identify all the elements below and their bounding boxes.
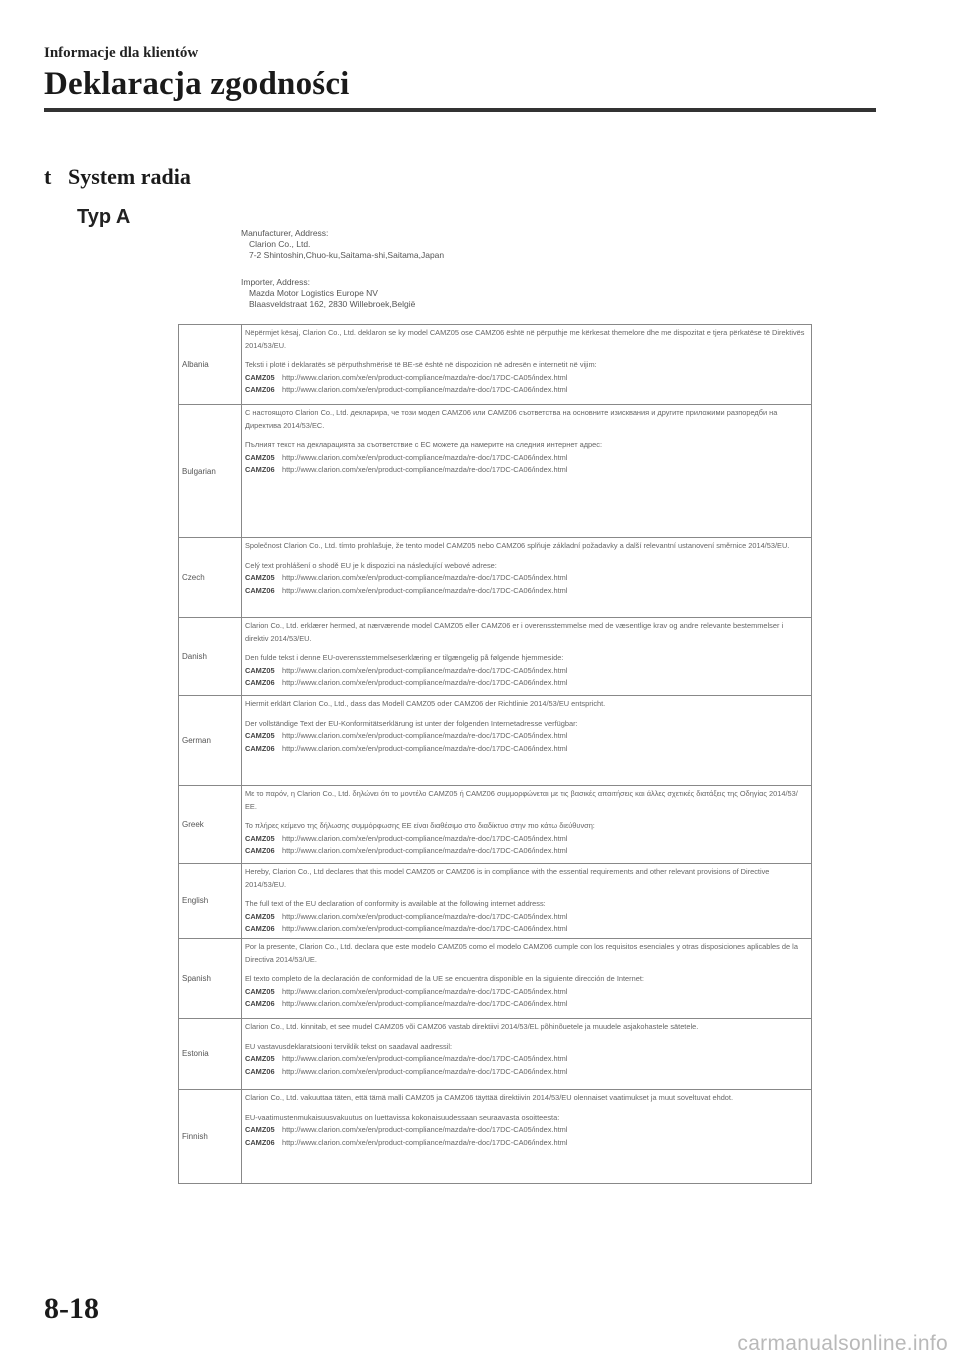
- compliance-url: http://www.clarion.com/xe/en/product-compliance/mazda/re-doc/17DC-CA06/index.html: [281, 846, 568, 856]
- language-cell: Czech: [179, 538, 242, 618]
- compliance-url: http://www.clarion.com/xe/en/product-compliance/mazda/re-doc/17DC-CA05/index.html: [281, 372, 568, 382]
- language-cell: Albania: [179, 325, 242, 405]
- paragraph-gap: [245, 1034, 808, 1041]
- compliance-url: http://www.clarion.com/xe/en/product-compliance/mazda/re-doc/17DC-CA06/index.html: [281, 743, 568, 753]
- compliance-url: http://www.clarion.com/xe/en/product-compliance/mazda/re-doc/17DC-CA06/index.html: [281, 678, 568, 688]
- declaration-link-row: [245, 572, 808, 585]
- declaration-intro: EU vastavusdeklaratsiooni terviklik tekst on saadaval aadressil:: [245, 1041, 453, 1051]
- declaration-text-cell: [242, 696, 812, 786]
- declaration-statement: Nëpërmjet kësaj, Clarion Co., Ltd. deklaron se ky model CAMZ05 ose CAMZ06 është në përputhje me kërkesat themelore dhe me dispozitat e tjera përkatëse të Direktivës 2014/53/EU.: [245, 328, 805, 350]
- model-code: CAMZ06: [245, 846, 275, 856]
- declaration-row: [179, 325, 812, 405]
- declaration-link-row: [245, 1137, 808, 1150]
- declaration-text-cell: [242, 325, 812, 405]
- model-code: CAMZ05: [245, 372, 275, 382]
- importer-block: [241, 277, 415, 310]
- model-code: CAMZ06: [245, 465, 275, 475]
- declaration-row: [179, 938, 812, 1018]
- model-code: CAMZ05: [245, 911, 275, 921]
- declaration-link-row: [245, 452, 808, 465]
- declaration-link-row: [245, 923, 808, 936]
- declaration-intro: Celý text prohlášení o shodě EU je k dispozici na následující webové adrese:: [245, 560, 497, 570]
- paragraph-gap: [245, 966, 808, 973]
- compliance-url: http://www.clarion.com/xe/en/product-compliance/mazda/re-doc/17DC-CA06/index.html: [281, 465, 568, 475]
- compliance-url: http://www.clarion.com/xe/en/product-compliance/mazda/re-doc/17DC-CA05/index.html: [281, 573, 568, 583]
- paragraph-gap: [245, 352, 808, 359]
- declaration-statement: Hiermit erklärt Clarion Co., Ltd., dass das Modell CAMZ05 oder CAMZ06 der Richtlinie 2014/53/EU entspricht.: [245, 699, 606, 708]
- compliance-url: http://www.clarion.com/xe/en/product-compliance/mazda/re-doc/17DC-CA05/index.html: [281, 986, 568, 996]
- model-code: CAMZ06: [245, 743, 275, 753]
- paragraph-gap: [245, 891, 808, 898]
- importer-name: Mazda Motor Logistics Europe NV: [249, 288, 378, 298]
- compliance-url: http://www.clarion.com/xe/en/product-compliance/mazda/re-doc/17DC-CA06/index.html: [281, 385, 568, 395]
- compliance-url: http://www.clarion.com/xe/en/product-compliance/mazda/re-doc/17DC-CA06/index.html: [281, 924, 568, 934]
- model-code: CAMZ05: [245, 833, 275, 843]
- compliance-url: http://www.clarion.com/xe/en/product-compliance/mazda/re-doc/17DC-CA06/index.html: [281, 452, 568, 462]
- declaration-link-row: [245, 998, 808, 1011]
- chapter-label: Informacje dla klientów: [44, 45, 199, 61]
- declaration-link-row: [245, 730, 808, 743]
- variant-label: Typ A: [77, 206, 131, 228]
- manufacturer-block: [241, 228, 444, 261]
- declaration-link-row: [245, 986, 808, 999]
- declaration-text-cell: [242, 1089, 812, 1183]
- declaration-text-cell: [242, 938, 812, 1018]
- section-heading: [44, 164, 191, 190]
- model-code: CAMZ05: [245, 1125, 275, 1135]
- compliance-url: http://www.clarion.com/xe/en/product-compliance/mazda/re-doc/17DC-CA05/index.html: [281, 833, 568, 843]
- declaration-row: [179, 864, 812, 939]
- declaration-intro: Der vollständige Text der EU-Konformitätserklärung ist unter der folgenden Internetadresse verfügbar:: [245, 718, 578, 728]
- declaration-intro: Пълният текст на декларацията за съответствие с ЕС можете да намерите на следния интернет адрес:: [245, 440, 603, 450]
- watermark: carmanualsonline.info: [737, 1332, 948, 1355]
- declaration-link-row: [245, 585, 808, 598]
- compliance-url: http://www.clarion.com/xe/en/product-compliance/mazda/re-doc/17DC-CA05/index.html: [281, 1054, 568, 1064]
- model-code: CAMZ05: [245, 1054, 275, 1064]
- section-bullet-icon: t: [44, 164, 52, 189]
- declaration-statement: Společnost Clarion Co., Ltd. tímto prohlašuje, že tento model CAMZ05 nebo CAMZ06 splňuje základní požadavky a další relevantní ustanovení směrnice 2014/53/EU.: [245, 541, 790, 550]
- declaration-statement: Por la presente, Clarion Co., Ltd. declara que este modelo CAMZ05 como el modelo CAMZ06 cumple con los requisitos esenciales y otras disposiciones aplicables de la Directiva 2014/53/UE.: [245, 941, 798, 964]
- manufacturer-name: Clarion Co., Ltd.: [249, 239, 311, 249]
- compliance-url: http://www.clarion.com/xe/en/product-compliance/mazda/re-doc/17DC-CA05/index.html: [281, 665, 568, 675]
- language-cell: Spanish: [179, 938, 242, 1018]
- declaration-intro: The full text of the EU declaration of conformity is available at the following internet address:: [245, 899, 546, 909]
- model-code: CAMZ06: [245, 999, 275, 1009]
- header-divider: [44, 108, 876, 112]
- compliance-url: http://www.clarion.com/xe/en/product-compliance/mazda/re-doc/17DC-CA06/index.html: [281, 1137, 568, 1147]
- paragraph-gap: [245, 1105, 808, 1112]
- paragraph-gap: [245, 711, 808, 718]
- declaration-table: [178, 324, 812, 1184]
- declaration-row: [179, 786, 812, 864]
- declaration-intro: Το πλήρες κείμενο της δήλωσης συμμόρφωσης ΕΕ είναι διαθέσιμο στο διαδίκτυο στην πιο κάτω διεύθυνση:: [245, 821, 595, 831]
- declaration-text-cell: [242, 618, 812, 696]
- declaration-link-row: [245, 1066, 808, 1079]
- declaration-text-cell: [242, 405, 812, 538]
- declaration-intro: Teksti i plotë i deklaratës së përputhshmërisë të BE-së është në dispozicion në adresën e internetit në vijim:: [245, 360, 597, 370]
- declaration-text-cell: [242, 864, 812, 939]
- compliance-url: http://www.clarion.com/xe/en/product-compliance/mazda/re-doc/17DC-CA06/index.html: [281, 585, 568, 595]
- declaration-link-row: [245, 384, 808, 397]
- importer-address: Blaasveldstraat 162, 2830 Willebroek,België: [249, 299, 416, 309]
- declaration-intro: EU-vaatimustenmukaisuusvakuutus on luettavissa kokonaisuudessaan seuraavasta osoitteesta:: [245, 1112, 560, 1122]
- compliance-url: http://www.clarion.com/xe/en/product-compliance/mazda/re-doc/17DC-CA05/index.html: [281, 911, 568, 921]
- model-code: CAMZ05: [245, 573, 275, 583]
- declaration-link-row: [245, 833, 808, 846]
- declaration-statement: Clarion Co., Ltd. kinnitab, et see mudel CAMZ05 või CAMZ06 vastab direktiivi 2014/53/EL põhinõuetele ja muudele asjakohastele sätetele.: [245, 1021, 699, 1031]
- declaration-row: [179, 405, 812, 538]
- declaration-link-row: [245, 743, 808, 756]
- paragraph-gap: [245, 553, 808, 560]
- declaration-link-row: [245, 1053, 808, 1066]
- page-title: Deklaracja zgodności: [44, 66, 350, 102]
- language-cell: Estonia: [179, 1018, 242, 1089]
- model-code: CAMZ06: [245, 385, 275, 395]
- model-code: CAMZ06: [245, 678, 275, 688]
- language-cell: German: [179, 696, 242, 786]
- model-code: CAMZ06: [245, 585, 275, 595]
- declaration-text-cell: [242, 786, 812, 864]
- declaration-link-row: [245, 464, 808, 477]
- paragraph-gap: [245, 645, 808, 652]
- declaration-link-row: [245, 372, 808, 385]
- compliance-url: http://www.clarion.com/xe/en/product-compliance/mazda/re-doc/17DC-CA06/index.html: [281, 999, 568, 1009]
- paragraph-gap: [245, 813, 808, 820]
- declaration-statement: С настоящото Clarion Co., Ltd. декларира, че този модел CAMZ06 или CAMZ06 съответства на основните изисквания и другите приложими разпоредби на Директива 2014/53/ЕС.: [245, 408, 778, 430]
- declaration-intro: Den fulde tekst i denne EU-overensstemmelseserklæring er tilgængelig på følgende hjemmeside:: [245, 653, 564, 663]
- manufacturer-address: 7-2 Shintoshin,Chuo-ku,Saitama-shi,Saitama,Japan: [249, 250, 445, 260]
- model-code: CAMZ06: [245, 924, 275, 934]
- declaration-link-row: [245, 677, 808, 690]
- manufacturer-label: Manufacturer, Address:: [241, 228, 329, 238]
- compliance-url: http://www.clarion.com/xe/en/product-compliance/mazda/re-doc/17DC-CA05/index.html: [281, 1125, 568, 1135]
- page-number: 8-18: [44, 1292, 99, 1325]
- declaration-link-row: [245, 845, 808, 858]
- model-code: CAMZ05: [245, 986, 275, 996]
- declaration-row: [179, 1089, 812, 1183]
- declaration-row: [179, 538, 812, 618]
- declaration-statement: Με το παρόν, η Clarion Co., Ltd. δηλώνει ότι το μοντέλο CAMZ05 ή CAMZ06 συμμορφώνεται με τις βασικές απαιτήσεις και άλλες σχετικές διατάξεις της Οδηγίας 2014/53/ΕΕ.: [245, 789, 798, 811]
- model-code: CAMZ06: [245, 1137, 275, 1147]
- declaration-row: [179, 696, 812, 786]
- declaration-row: [179, 618, 812, 696]
- model-code: CAMZ06: [245, 1066, 275, 1076]
- compliance-url: http://www.clarion.com/xe/en/product-compliance/mazda/re-doc/17DC-CA06/index.html: [281, 1066, 568, 1076]
- compliance-url: http://www.clarion.com/xe/en/product-compliance/mazda/re-doc/17DC-CA05/index.html: [281, 731, 568, 741]
- declaration-text-cell: [242, 538, 812, 618]
- declaration-link-row: [245, 1124, 808, 1137]
- declaration-table-body: [179, 325, 812, 1184]
- language-cell: Bulgarian: [179, 405, 242, 538]
- declaration-row: [179, 1018, 812, 1089]
- declaration-statement: Clarion Co., Ltd. vakuuttaa täten, että tämä malli CAMZ05 ja CAMZ06 täyttää direktiivin 2014/53/EU olennaiset vaatimukset ja muut soveltuvat ehdot.: [245, 1092, 734, 1102]
- declaration-text-cell: [242, 1018, 812, 1089]
- language-cell: Greek: [179, 786, 242, 864]
- declaration-statement: Clarion Co., Ltd. erklærer hermed, at nærværende model CAMZ05 eller CAMZ06 er i overensstemmelse med de væsentlige krav og andre relevante bestemmelser i direktiv 2014/53/EU.: [245, 621, 784, 643]
- model-code: CAMZ05: [245, 665, 275, 675]
- paragraph-gap: [245, 432, 808, 439]
- importer-label: Importer, Address:: [241, 277, 310, 287]
- declaration-link-row: [245, 911, 808, 924]
- model-code: CAMZ05: [245, 452, 275, 462]
- declaration-statement: Hereby, Clarion Co., Ltd declares that this model CAMZ05 or CAMZ06 is in compliance with the essential requirements and other relevant provisions of Directive 2014/53/EU.: [245, 867, 770, 889]
- declaration-intro: El texto completo de la declaración de conformidad de la UE se encuentra disponible en la siguiente dirección de Internet:: [245, 974, 644, 984]
- section-title: System radia: [68, 164, 191, 189]
- language-cell: Danish: [179, 618, 242, 696]
- model-code: CAMZ05: [245, 731, 275, 741]
- language-cell: English: [179, 864, 242, 939]
- declaration-link-row: [245, 665, 808, 678]
- language-cell: Finnish: [179, 1089, 242, 1183]
